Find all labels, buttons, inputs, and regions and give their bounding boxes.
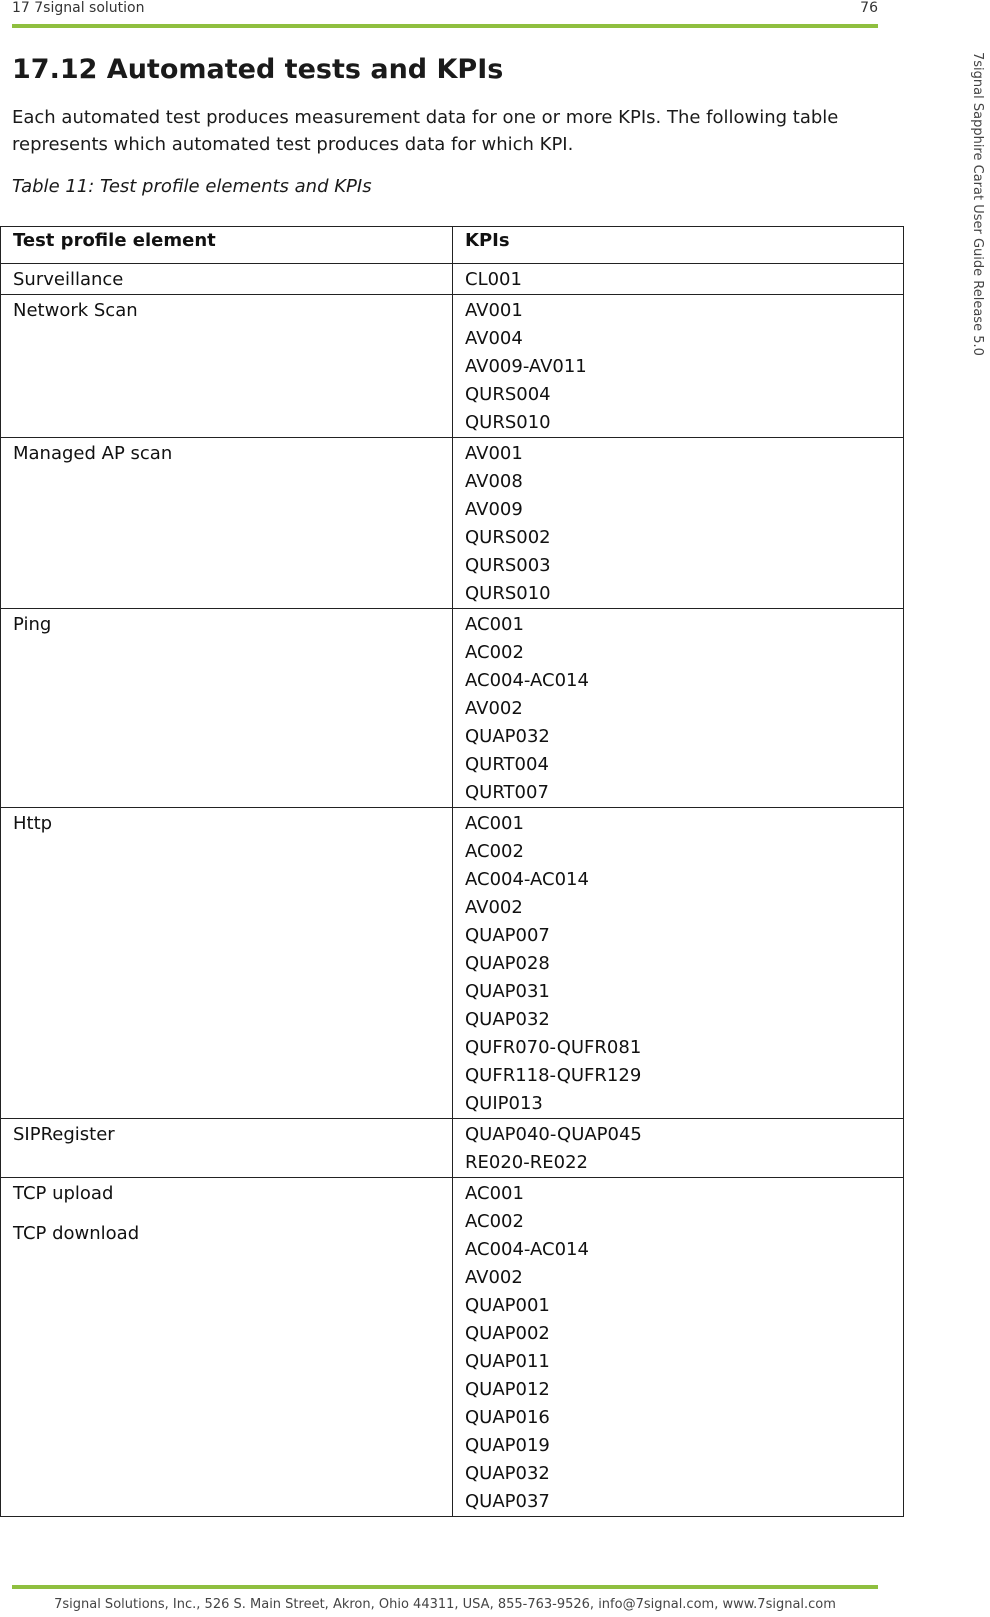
table-caption: Table 11: Test profile elements and KPIs [12, 176, 372, 197]
test-profile-element: Managed AP scan [13, 443, 173, 464]
table-header-row [1, 227, 904, 264]
kpi-code: AV009 [465, 499, 523, 520]
kpi-code: QUAP001 [465, 1295, 550, 1316]
kpi-code: QURT007 [465, 782, 549, 803]
kpi-code: QUAP019 [465, 1435, 550, 1456]
test-profile-element: TCP upload [13, 1183, 114, 1204]
cell-kpis [453, 438, 904, 609]
kpi-code: QUFR118-QUFR129 [465, 1065, 642, 1086]
kpi-code: QURS010 [465, 412, 551, 433]
table-row [1, 808, 904, 1119]
test-profile-element: Ping [13, 614, 52, 635]
kpi-code: AV009-AV011 [465, 356, 587, 377]
kpi-code: AV002 [465, 897, 523, 918]
kpi-code: QUIP013 [465, 1093, 543, 1114]
kpi-code: QUAP037 [465, 1491, 550, 1512]
cell-test-profile-element [1, 264, 453, 295]
kpi-code: QUAP002 [465, 1323, 550, 1344]
cell-test-profile-element [1, 609, 453, 808]
side-document-title: 7signal Sapphire Carat User Guide Release 5.0 [970, 52, 985, 356]
kpi-code: AC001 [465, 1183, 524, 1204]
section-intro: Each automated test produces measurement data for one or more KPIs. The following table represents which automated test produces data for which KPI. [12, 107, 839, 155]
test-profile-element: Network Scan [13, 300, 138, 321]
kpi-code: AC001 [465, 813, 524, 834]
kpi-code: AV004 [465, 328, 523, 349]
kpi-code: AC004-AC014 [465, 869, 589, 890]
cell-kpis [453, 609, 904, 808]
kpi-table [0, 226, 904, 1517]
table-body [1, 264, 904, 1517]
kpi-code: AC002 [465, 642, 524, 663]
kpi-code: RE020-RE022 [465, 1152, 588, 1173]
column-header-kpis: KPIs [453, 227, 904, 264]
header-rule [12, 24, 878, 28]
kpi-code: QUAP011 [465, 1351, 550, 1372]
kpi-code: AC004-AC014 [465, 670, 589, 691]
kpi-code: AC001 [465, 614, 524, 635]
kpi-code: QUAP012 [465, 1379, 550, 1400]
test-profile-element: Surveillance [13, 269, 124, 290]
cell-test-profile-element [1, 295, 453, 438]
kpi-code: AC002 [465, 1211, 524, 1232]
kpi-code: QUAP031 [465, 981, 550, 1002]
kpi-code: QURT004 [465, 754, 549, 775]
kpi-code: AV008 [465, 471, 523, 492]
cell-kpis [453, 1178, 904, 1517]
kpi-code: AC004-AC014 [465, 1239, 589, 1260]
table-row [1, 264, 904, 295]
test-profile-element: SIPRegister [13, 1124, 115, 1145]
table-row [1, 295, 904, 438]
footer-rule [12, 1585, 878, 1589]
kpi-code: QURS010 [465, 583, 551, 604]
kpi-code: QUAP040-QUAP045 [465, 1124, 642, 1145]
test-profile-element: TCP download [13, 1223, 140, 1244]
cell-kpis [453, 264, 904, 295]
table-row [1, 1119, 904, 1178]
kpi-code: QURS003 [465, 555, 551, 576]
kpi-code: QUAP032 [465, 1009, 550, 1030]
page-header [12, 0, 878, 26]
table-row [1, 438, 904, 609]
kpi-code: AC002 [465, 841, 524, 862]
cell-kpis [453, 808, 904, 1119]
kpi-code: QUAP032 [465, 726, 550, 747]
kpi-code: QUAP032 [465, 1463, 550, 1484]
column-header-element: Test profile element [1, 227, 453, 264]
header-page-number: 76 [860, 0, 878, 16]
cell-test-profile-element [1, 438, 453, 609]
kpi-code: AV002 [465, 698, 523, 719]
cell-kpis [453, 1119, 904, 1178]
kpi-code: AV002 [465, 1267, 523, 1288]
cell-kpis [453, 295, 904, 438]
cell-test-profile-element [1, 808, 453, 1119]
cell-test-profile-element [1, 1119, 453, 1178]
kpi-code: QUAP007 [465, 925, 550, 946]
table-row [1, 609, 904, 808]
header-chapter: 17 7signal solution [12, 0, 145, 16]
kpi-code: QUAP028 [465, 953, 550, 974]
section-title: 17.12 Automated tests and KPIs [12, 54, 504, 85]
table-row [1, 1178, 904, 1517]
kpi-code: QURS002 [465, 527, 551, 548]
cell-test-profile-element [1, 1178, 453, 1517]
kpi-code: CL001 [465, 269, 522, 290]
kpi-code: QUAP016 [465, 1407, 550, 1428]
kpi-code: QURS004 [465, 384, 551, 405]
kpi-code: AV001 [465, 443, 523, 464]
test-profile-element: Http [13, 813, 53, 834]
page-footer: 7signal Solutions, Inc., 526 S. Main Street, Akron, Ohio 44311, USA, 855-763-9526, info@7signal.com, www.7signal.com [54, 1597, 836, 1612]
kpi-code: AV001 [465, 300, 523, 321]
kpi-code: QUFR070-QUFR081 [465, 1037, 642, 1058]
